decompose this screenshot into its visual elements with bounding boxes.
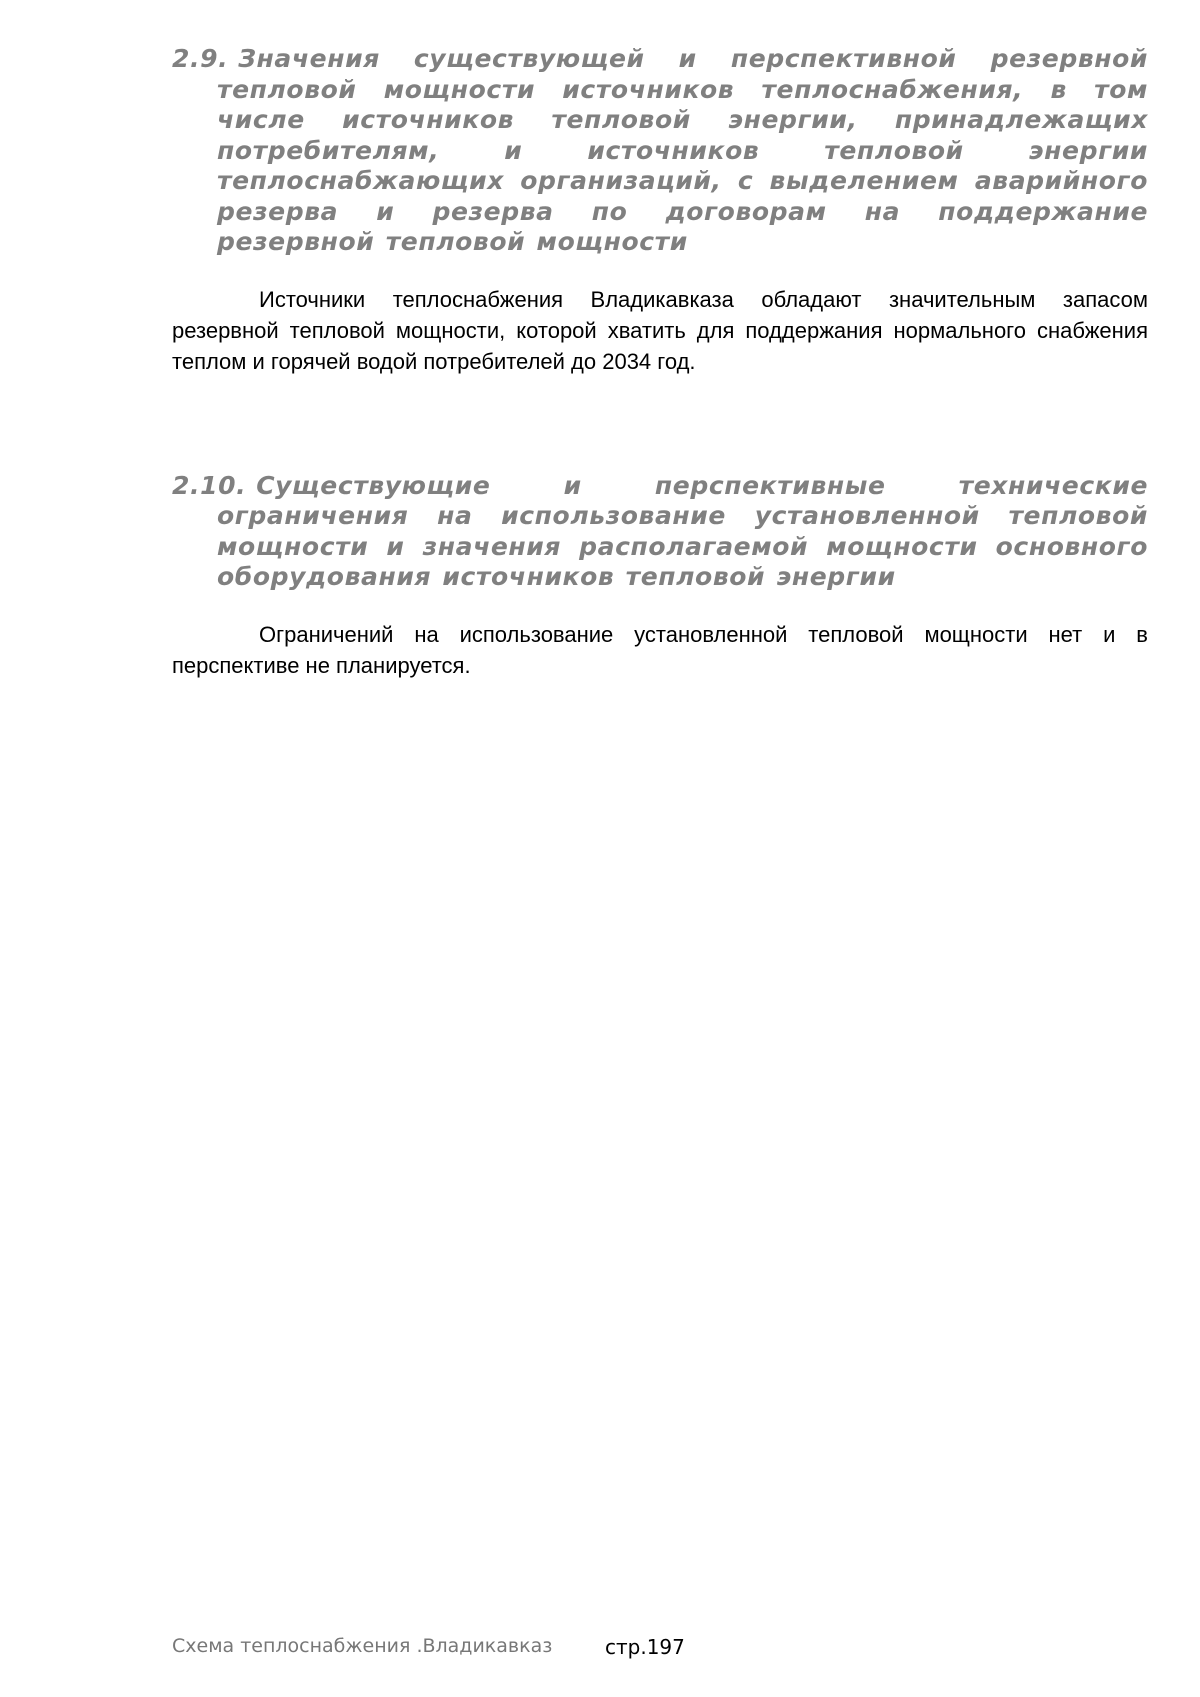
document-page bbox=[172, 44, 1148, 681]
section-title-2-9: Значения существующей и перспективной резервной тепловой мощности источников теплоснабжения, в том числе источников тепловой энергии, принадлежащих потребителям, и источников тепловой энергии теплоснабжающих организаций, с выделением аварийного резерва и резерва по договорам на поддержание резервной тепловой мощности bbox=[217, 44, 1148, 256]
footer-page-number: стр.197 bbox=[605, 1635, 685, 1659]
section-heading-2-10 bbox=[172, 471, 1148, 593]
section-heading-2-9 bbox=[172, 44, 1148, 258]
section-title-2-10: Существующие и перспективные технические ограничения на использование установленной тепловой мощности и значения располагаемой мощности основного оборудования источников тепловой энергии bbox=[217, 470, 1148, 591]
page-footer bbox=[172, 1635, 685, 1659]
footer-document-title: Схема теплоснабжения .Владикавказ bbox=[172, 1635, 553, 1657]
section-number-2-10: 2.10. bbox=[172, 470, 247, 500]
section-body-2-9: Источники теплоснабжения Владикавказа обладают значительным запасом резервной тепловой мощности, которой хватить для поддержания нормального снабжения теплом и горячей водой потребителей до 2034 год. bbox=[172, 286, 1148, 374]
section-number-2-9: 2.9. bbox=[172, 44, 229, 73]
section-body-2-10: Ограничений на использование установленной тепловой мощности нет и в перспективе не планируется. bbox=[172, 621, 1148, 678]
